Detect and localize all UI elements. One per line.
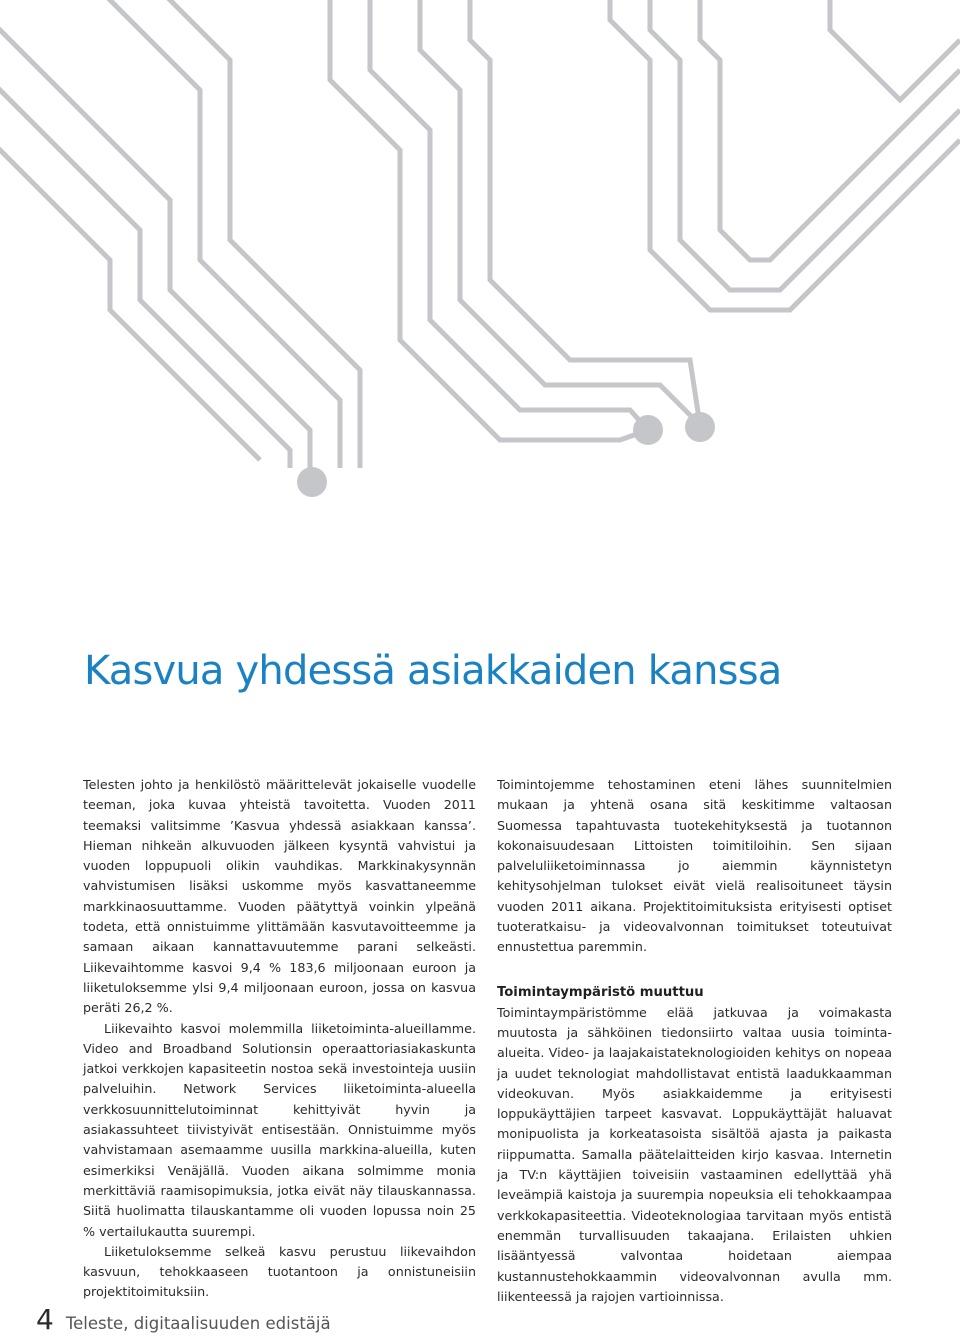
page-number: 4	[36, 1303, 54, 1336]
circuit-trace	[830, 0, 960, 100]
circuit-decoration	[0, 0, 960, 520]
intro-paragraph: Telesten johto ja henkilöstö määrittelevät jokaiselle vuodelle teeman, joka kuvaa yhteistä tavoitetta. Vuoden 2011 teemaksi valitsimme ’Kasvua yhdessä asiakkaan kanssa’. Hieman nihkeän alkuvuoden jälkeen kysyntä vahvistui ja vuoden loppupuoli olikin vauhdikas. Markkinakysynnän vahvistumisen lisäksi uskomme myös kasvattaneemme markkinaosuuttamme. Vuoden päätyttyä voinkin ylpeänä todeta, että onnistuimme ylittämään kasvutavoitteemme ja samaan aikaan kannattavuutemme parani selkeästi. Liikevaihtomme kasvoi 9,4 % 183,6 miljoonaan euroon ja liiketuloksemme ylsi 9,4 miljoonaan euroon, jossa on kasvua peräti 26,2 %.	[83, 777, 476, 1016]
circuit-node	[297, 467, 327, 497]
page-footer	[36, 1303, 331, 1339]
section-heading: Toimintaympäristö muuttuu	[497, 984, 704, 1000]
circuit-trace	[0, 140, 260, 460]
circuit-trace	[700, 0, 960, 260]
right-column	[497, 775, 892, 1307]
operating-profit-paragraph: Liiketuloksemme selkeä kasvu perustuu liikevaihdon kasvuun, tehokkaaseen tuotantoon ja onnistuneisiin projektitoimituksiin.	[83, 1243, 476, 1300]
circuit-trace	[470, 0, 700, 425]
circuit-trace	[100, 0, 340, 468]
business-areas-paragraph: Liikevaihto kasvoi molemmilla liiketoiminta-alueillamme. Video and Broadband Solutionsin operaattoriasiakaskunta jatkoi verkkojen kapasiteetin nostoa sekä investointeja uusiin palveluihin. Network Services liiketoiminta-alueella verkkosuunnittelutoiminnat kehittyivät hyvin ja asiakassuhteet tiivistyivät entisestään. Onnistuimme myös vahvistamaan asemaamme uusilla markkina-alueilla, kuten esimerkiksi Venäjällä. Vuoden aikana solmimme monia merkittäviä raamisopimuksia, jotka eivät näy tilauskannassa. Siitä huolimatta tilauskantamme oli vuoden lopussa noin 25 % vertailukautta suurempi.	[83, 1020, 476, 1239]
circuit-trace	[610, 0, 960, 310]
circuit-trace	[650, 0, 960, 290]
circuit-trace	[0, 20, 310, 468]
circuit-lines	[0, 0, 960, 468]
environment-paragraph: Toimintaympäristömme elää jatkuvaa ja voimakasta muutosta ja sähköinen tiedonsiirto valtaa uusia toiminta-alueita. Video- ja laajakaistateknologioiden kehitys on nopeaa ja uudet teknologiat mahdollistavat entistä laadukkaamman videokuvan. Myös asiakkaidemme ja erityisesti loppukäyttäjien tarpeet kasvavat. Loppukäyttäjät haluavat monipuolista ja korkeatasoista sisältöä ajasta ja paikasta riippumatta. Samalla päätelaitteiden kirjo kasvaa. Internetin ja TV:n käyttäjien toiveisiin vastaaminen edellyttää yhä leveämpiä kaistoja ja suurempia nopeuksia eli tehokkaampaa verkkokapasiteettia. Videoteknologiaa tarvitaan myös entistä enemmän turvallisuuden takaajana. Erilaisten uhkien lisääntyessä valvontaa hoidetaan aiempaa kustannustehokkaammin videovalvonnan avulla mm. liikenteessä ja rajojen vartioinnissa.	[497, 1004, 892, 1304]
efficiency-paragraph: Toimintojemme tehostaminen eteni lähes suunnitelmien mukaan ja yhtenä osana sitä keskitimme valtaosan Suomessa tapahtuvasta tuotekehityksestä ja tuotannon kokonaisuudesaan Littoisten toimitiloihin. Sen sijaan palveluliiketoiminnassa jo aiemmin käynnistetyn kehitysohjelman tulokset eivät vielä realisoituneet täysin vuoden 2011 aikana. Projektitoimituksista erityisesti optiset tuoteratkaisu- ja videovalvonnan toimitukset toteutuivat ennustettua paremmin.	[497, 777, 892, 955]
circuit-trace	[370, 0, 648, 430]
circuit-trace	[0, 80, 290, 468]
footer-title: Teleste, digitaalisuuden edistäjä	[65, 1314, 331, 1333]
circuit-node	[685, 412, 715, 442]
circuit-node	[633, 415, 663, 445]
page-title: Kasvua yhdessä asiakkaiden kanssa	[84, 648, 782, 694]
left-column	[83, 775, 476, 1303]
